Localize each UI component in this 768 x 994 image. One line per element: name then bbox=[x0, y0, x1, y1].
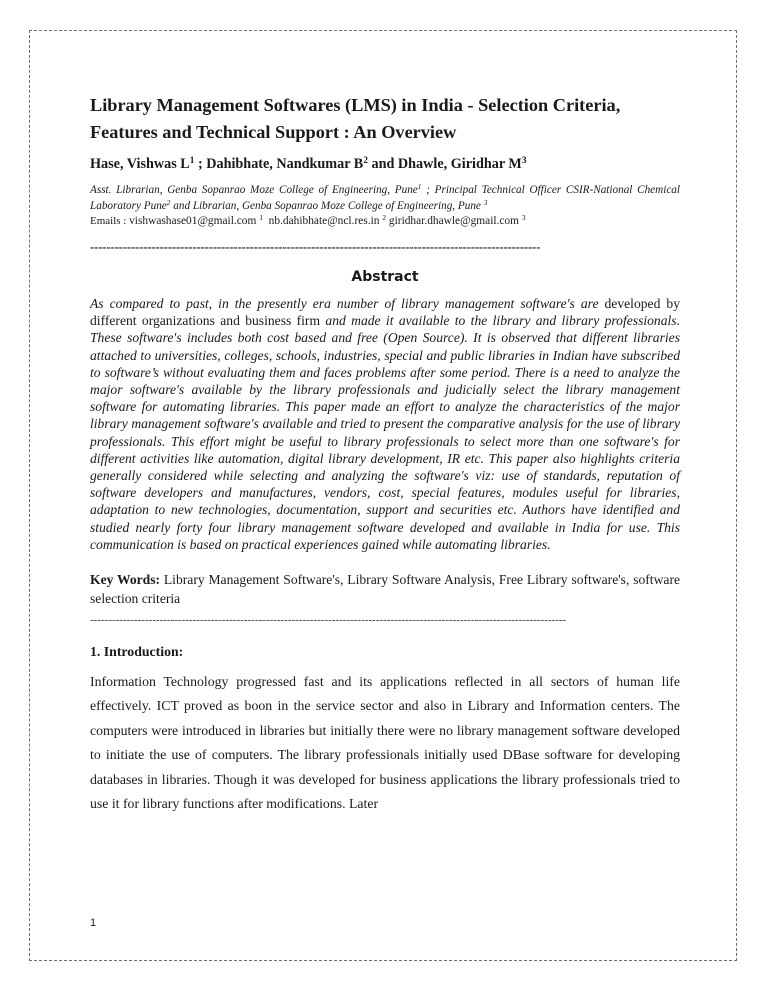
separator-bold: -------------------------------------------------------------------------------------------------------------- bbox=[90, 240, 541, 254]
abstract-part-3: and made it available to the library and library professionals. These software's includes both cost based and free (Open Source). It is observed that different libraries attached to universities, colleges, schools, industries, special and public libraries in Indian have subscribed to software’s without evaluating them and faces problems after some period. There is a need to analyze the major software's available by the library professionals and judicially select the library management software for automating libraries. This paper made an effort to analyze the characteristics of the major library management software's available and tried to present the comparative analysis for the use of library professionals. This effort might be useful to library professionals to select more than one software's for different activities like automation, digital library development, IR etc. This paper also highlights criteria generally considered while selecting and analyzing the software's viz: use of standards, reputation of software developers and manufactures, vendors, cost, special features, modules useful for libraries, adaptation to new technologies, documentation, support and securities etc. Authors have identified and studied nearly forty four library management software developed and available in India for use. This communication is based on practical experiences gained while automating libraries. bbox=[90, 313, 680, 552]
page-number: 1 bbox=[90, 917, 97, 929]
separator-thin: ---------------------------------------------------------------------------------------------------------------------------------- bbox=[90, 614, 567, 627]
paper-title: Library Management Softwares (LMS) in India - Selection Criteria, Features and Technical Support : An Overview bbox=[90, 95, 621, 142]
abstract-part-1: As compared to past, in the presently era number of library management software's are bbox=[90, 296, 599, 311]
author-2: ; Dahibhate, Nandkumar B bbox=[194, 156, 364, 172]
paper-content bbox=[90, 92, 680, 816]
emails-label: Emails : bbox=[90, 215, 130, 227]
author-3-sup: 3 bbox=[521, 156, 527, 167]
email-1: vishwashase01@gmail.com bbox=[129, 215, 257, 227]
abstract-part-2: developed by different organizations and business firm bbox=[90, 296, 680, 329]
email-3-sup: 3 bbox=[521, 213, 526, 223]
affiliations bbox=[90, 183, 680, 214]
author-3: and Dhawle, Giridhar M bbox=[367, 156, 522, 172]
affiliation-3: and Librarian, Genba Sopanrao Moze College of Engineering, Pune bbox=[170, 199, 484, 212]
keywords bbox=[90, 571, 680, 608]
abstract-heading: Abstract bbox=[351, 269, 419, 285]
affiliation-3-sup: 3 bbox=[483, 197, 488, 207]
affiliation-2: ; Principal Technical Officer CSIR-National Chemical Laboratory Pune bbox=[90, 184, 681, 212]
affiliation-1-sup: 1 bbox=[417, 182, 422, 192]
affiliation-1: Asst. Librarian, Genba Sopanrao Moze College of Engineering, Pune bbox=[90, 184, 418, 196]
affiliation-2-sup: 2 bbox=[166, 197, 171, 207]
author-1: Hase, Vishwas L bbox=[90, 156, 190, 172]
author-1-sup: 1 bbox=[189, 156, 195, 167]
email-3: giridhar.dhawle@gmail.com bbox=[388, 215, 519, 227]
author-list bbox=[90, 155, 680, 173]
email-list bbox=[90, 214, 680, 229]
keywords-text: Library Management Software's, Library Software Analysis, Free Library software's, software selection criteria bbox=[90, 572, 680, 606]
author-2-sup: 2 bbox=[363, 156, 368, 167]
email-1-sup: 1 bbox=[259, 213, 263, 223]
keywords-label: Key Words: bbox=[90, 572, 161, 588]
introduction-text: Information Technology progressed fast and its applications reflected in all sectors of human life effectively. ICT proved as boon in the service sector and also in Library and Information centers. The computers were introduced in libraries but initially there were no library management software developed to initiate the use of computers. The library professionals initially used DBase software for developing databases in libraries. Though it was developed for business applications the library professionals tried to use it for library functions after modifications. Later bbox=[90, 674, 680, 812]
section-heading-introduction: 1. Introduction: bbox=[90, 644, 184, 660]
abstract-text bbox=[90, 295, 680, 553]
email-2-sup: 2 bbox=[382, 213, 387, 223]
email-2: nb.dahibhate@ncl.res.in bbox=[268, 215, 380, 227]
